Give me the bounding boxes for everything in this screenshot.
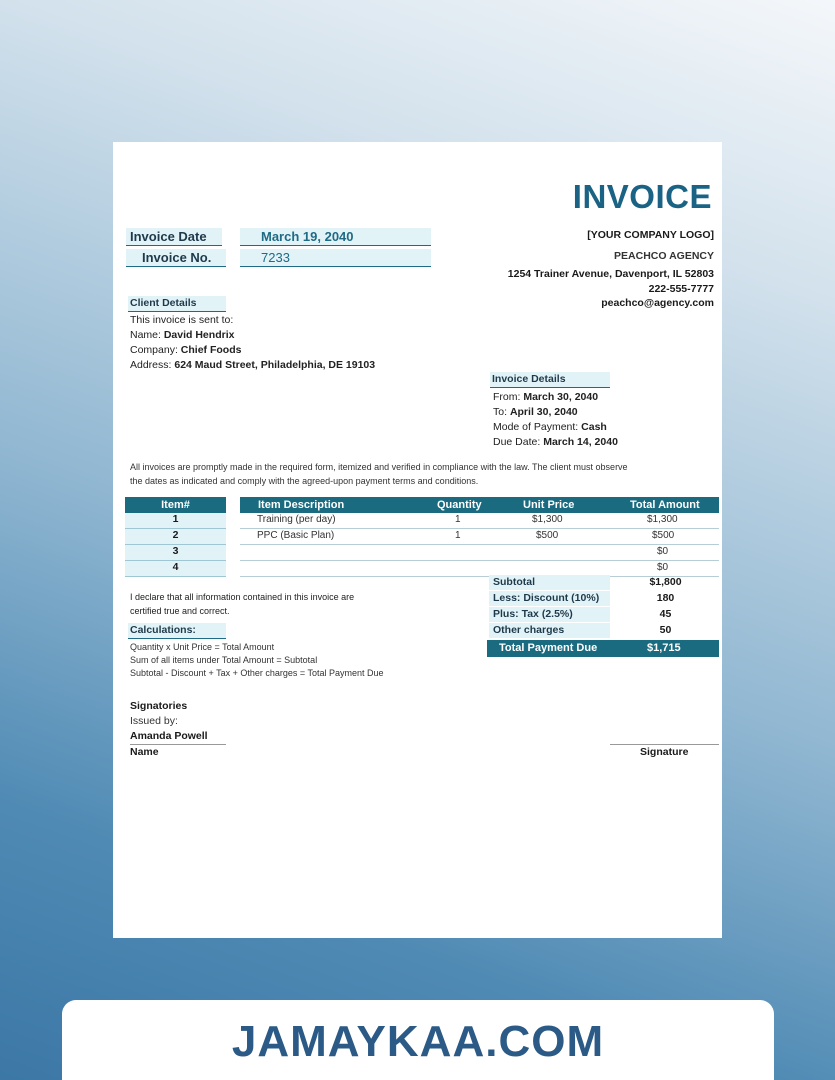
- client-address-line: [130, 358, 375, 373]
- company-logo-placeholder: [YOUR COMPANY LOGO]: [587, 229, 714, 241]
- details-from: March 30, 2040: [523, 391, 599, 403]
- details-to-line: [493, 405, 578, 420]
- row-total: $0: [657, 562, 669, 573]
- footer-banner: [62, 1000, 774, 1080]
- client-name-line: [130, 328, 234, 343]
- item-num-3: 3: [125, 545, 226, 561]
- row-price: $500: [536, 530, 559, 541]
- company-phone: 222-555-7777: [648, 283, 714, 295]
- invoice-number-label: Invoice No.: [126, 249, 226, 267]
- other-charges-label: Other charges: [489, 623, 610, 639]
- calc-line-1: Quantity x Unit Price = Total Amount: [130, 642, 275, 652]
- site-brand: JAMAYKAA.COM: [231, 1017, 605, 1066]
- table-row: [240, 545, 719, 561]
- calc-line-3: Subtotal - Discount + Tax + Other charges = Total Payment Due: [130, 668, 384, 678]
- notice-line-2: the dates as indicated and comply with the agreed-upon payment terms and conditions.: [130, 476, 479, 486]
- table-row: [240, 529, 719, 545]
- col-header-qty: Quantity: [437, 499, 482, 511]
- discount-value: 180: [656, 592, 675, 604]
- details-from-line: [493, 390, 598, 405]
- invoice-title: INVOICE: [572, 178, 712, 215]
- invoice-number-value: 7233: [240, 249, 431, 267]
- col-header-price: Unit Price: [523, 499, 575, 511]
- details-from-label: From:: [493, 391, 524, 403]
- calc-line-2: Sum of all items under Total Amount = Subtotal: [130, 655, 318, 665]
- row-desc: Training (per day): [257, 514, 336, 525]
- item-num-1: 1: [125, 513, 226, 529]
- row-total: $1,300: [647, 514, 678, 525]
- calculations-heading: Calculations:: [128, 623, 226, 639]
- company-name: PEACHCO AGENCY: [614, 250, 714, 262]
- item-num-2: 2: [125, 529, 226, 545]
- details-mode: Cash: [581, 421, 607, 433]
- details-due-label: Due Date:: [493, 436, 544, 448]
- client-address-label: Address:: [130, 359, 175, 371]
- company-address: 1254 Trainer Avenue, Davenport, IL 52803: [507, 268, 714, 280]
- client-name-label: Name:: [130, 329, 164, 341]
- company-email: peachco@agency.com: [601, 297, 714, 309]
- table-row: [240, 513, 719, 529]
- client-name: David Hendrix: [163, 329, 235, 341]
- issuer-name: Amanda Powell: [130, 730, 226, 745]
- tax-value: 45: [659, 608, 672, 620]
- invoice-date-value: March 19, 2040: [240, 228, 431, 246]
- table-header-bar: [240, 497, 719, 513]
- signature-label: Signature: [640, 746, 689, 758]
- client-company: Chief Foods: [180, 344, 242, 356]
- col-header-item: Item#: [125, 497, 226, 513]
- client-intro: This invoice is sent to:: [130, 314, 234, 326]
- discount-label: Less: Discount (10%): [489, 591, 610, 607]
- declaration-line-1: I declare that all information contained in this invoice are: [130, 592, 355, 602]
- subtotal-value: $1,800: [649, 576, 682, 588]
- tax-label: Plus: Tax (2.5%): [489, 607, 610, 623]
- details-due-line: [493, 435, 618, 450]
- subtotal-label: Subtotal: [489, 575, 610, 591]
- invoice-sheet: [113, 142, 722, 938]
- details-mode-label: Mode of Payment:: [493, 421, 582, 433]
- invoice-date-label: Invoice Date: [126, 228, 222, 246]
- invoice-details-heading: Invoice Details: [490, 372, 610, 388]
- row-total: $0: [657, 546, 669, 557]
- row-price: $1,300: [532, 514, 563, 525]
- client-company-line: [130, 343, 241, 358]
- item-num-4: 4: [125, 561, 226, 577]
- total-payment-bar: [487, 640, 719, 657]
- row-total: $500: [652, 530, 675, 541]
- name-label: Name: [130, 746, 159, 758]
- details-due: March 14, 2040: [543, 436, 618, 448]
- signatories-heading: Signatories: [130, 700, 188, 712]
- issued-by-label: Issued by:: [130, 715, 178, 727]
- signature-line: [610, 744, 719, 745]
- row-qty: 1: [455, 530, 461, 541]
- client-details-heading: Client Details: [128, 296, 226, 312]
- client-company-label: Company:: [130, 344, 181, 356]
- details-mode-line: [493, 420, 607, 435]
- client-address: 624 Maud Street, Philadelphia, DE 19103: [174, 359, 376, 371]
- details-to: April 30, 2040: [509, 406, 578, 418]
- other-charges-value: 50: [659, 624, 672, 636]
- declaration-line-2: certified true and correct.: [130, 606, 230, 616]
- col-header-total: Total Amount: [630, 499, 700, 511]
- row-qty: 1: [455, 514, 461, 525]
- details-to-label: To:: [493, 406, 510, 418]
- total-payment-label: Total Payment Due: [499, 642, 598, 654]
- notice-line-1: All invoices are promptly made in the required form, itemized and verified in compliance with the law. The client must observe: [130, 462, 628, 472]
- row-desc: PPC (Basic Plan): [257, 530, 335, 541]
- col-header-desc: Item Description: [258, 499, 345, 511]
- total-payment-value: $1,715: [647, 642, 681, 654]
